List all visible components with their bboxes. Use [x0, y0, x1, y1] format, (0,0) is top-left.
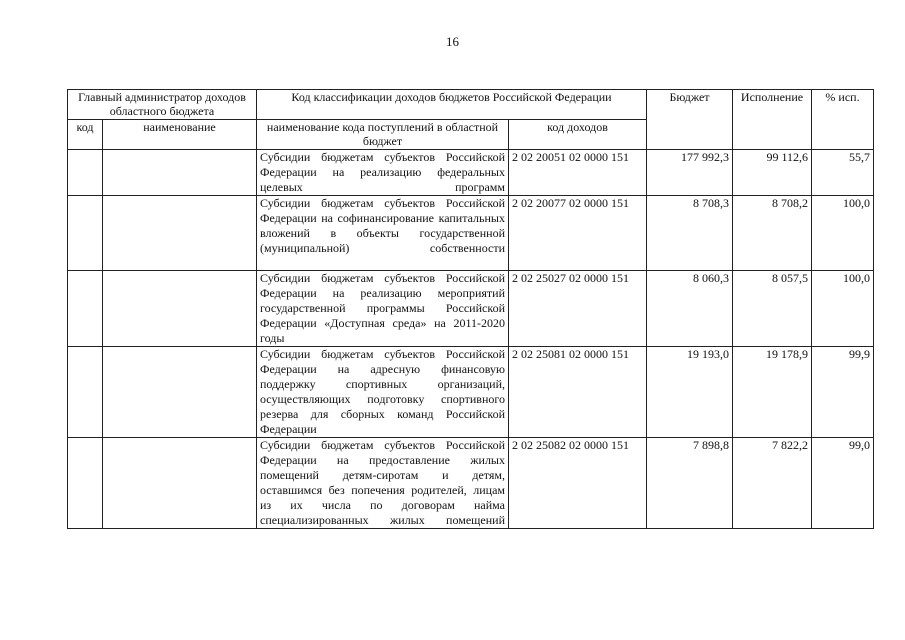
- table-row: [68, 271, 874, 347]
- cell-naimenovanie: [103, 271, 257, 347]
- cell-income-code: 2 02 25081 02 0000 151: [509, 347, 647, 438]
- header-kod-dohodov: код доходов: [509, 120, 647, 150]
- cell-percent: 55,7: [812, 150, 874, 196]
- cell-income-code: 2 02 20051 02 0000 151: [509, 150, 647, 196]
- cell-naimenovanie: [103, 150, 257, 196]
- cell-description: Субсидии бюджетам субъектов Российской Федерации на адресную финансовую поддержку спортивных организаций, осуществляющих подготовку спортивного резерва для сборных команд Российской Федерации: [257, 347, 509, 438]
- cell-description: Субсидии бюджетам субъектов Российской Федерации на софинансирование капитальных вложений в объекты государственной (муниципальной) собственности: [257, 196, 509, 271]
- cell-kod: [68, 150, 103, 196]
- cell-percent: 99,9: [812, 347, 874, 438]
- cell-income-code: 2 02 20077 02 0000 151: [509, 196, 647, 271]
- cell-kod: [68, 196, 103, 271]
- table-row: [68, 150, 874, 196]
- cell-percent: 100,0: [812, 271, 874, 347]
- table-row: [68, 196, 874, 271]
- cell-budget: 8 060,3: [647, 271, 733, 347]
- cell-naimenovanie: [103, 196, 257, 271]
- cell-description: Субсидии бюджетам субъектов Российской Федерации на реализацию федеральных целевых программ: [257, 150, 509, 196]
- cell-percent: 99,0: [812, 438, 874, 529]
- table-row: [68, 438, 874, 529]
- cell-budget: 177 992,3: [647, 150, 733, 196]
- cell-budget: 19 193,0: [647, 347, 733, 438]
- cell-execution: 8 057,5: [733, 271, 812, 347]
- cell-description: Субсидии бюджетам субъектов Российской Федерации на реализацию мероприятий государственной программы Российской Федерации «Доступная среда» на 2011-2020 годы: [257, 271, 509, 347]
- cell-budget: 7 898,8: [647, 438, 733, 529]
- header-naim-koda: наименование кода поступлений в областной бюджет: [257, 120, 509, 150]
- page-number: 16: [446, 34, 459, 49]
- header-naimenovanie: наименование: [103, 120, 257, 150]
- cell-execution: 19 178,9: [733, 347, 812, 438]
- cell-naimenovanie: [103, 438, 257, 529]
- cell-income-code: 2 02 25027 02 0000 151: [509, 271, 647, 347]
- cell-naimenovanie: [103, 347, 257, 438]
- cell-income-code: 2 02 25082 02 0000 151: [509, 438, 647, 529]
- cell-kod: [68, 438, 103, 529]
- header-admin-group: Главный администратор доходов областного бюджета: [68, 90, 257, 120]
- header-classification-group: Код классификации доходов бюджетов Российской Федерации: [257, 90, 647, 120]
- table-row: [68, 347, 874, 438]
- cell-description: Субсидии бюджетам субъектов Российской Федерации на предоставление жилых помещений детям-сиротам и детям, оставшимся без попечения родителей, лицам из их числа по договорам найма специализированных жилых помещений: [257, 438, 509, 529]
- header-percent: % исп.: [812, 90, 874, 150]
- cell-kod: [68, 347, 103, 438]
- cell-percent: 100,0: [812, 196, 874, 271]
- cell-execution: 8 708,2: [733, 196, 812, 271]
- header-execution: Исполнение: [733, 90, 812, 150]
- cell-budget: 8 708,3: [647, 196, 733, 271]
- cell-execution: 7 822,2: [733, 438, 812, 529]
- budget-table: [67, 89, 874, 529]
- cell-kod: [68, 271, 103, 347]
- header-kod: код: [68, 120, 103, 150]
- header-budget: Бюджет: [647, 90, 733, 150]
- cell-execution: 99 112,6: [733, 150, 812, 196]
